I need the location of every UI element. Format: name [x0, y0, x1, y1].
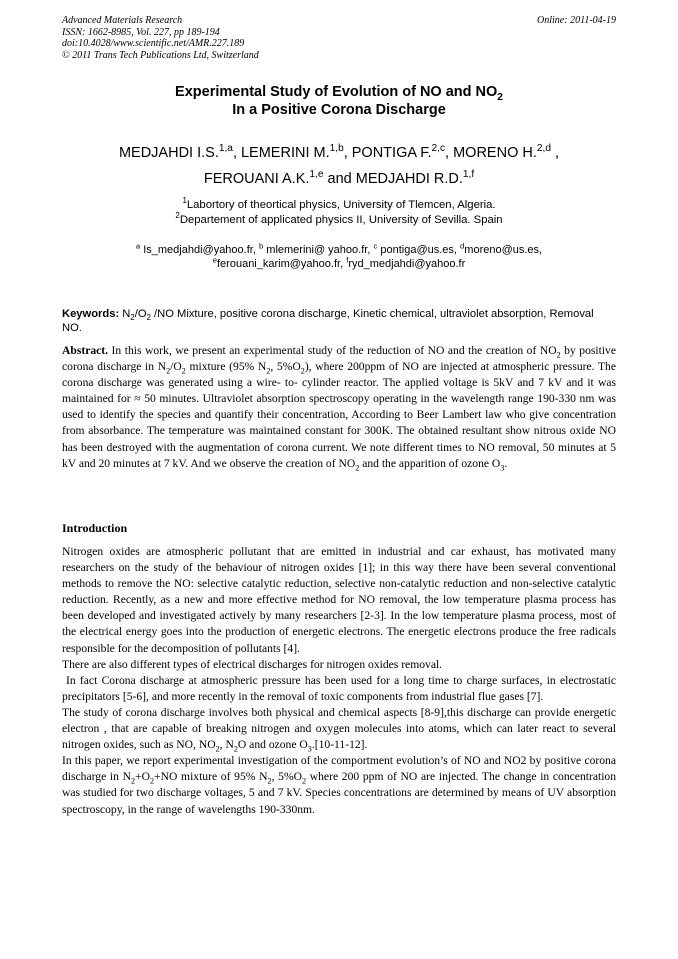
subscript: 2 — [215, 744, 220, 754]
title-text: Experimental Study of Evolution of NO and NO — [175, 84, 498, 100]
intro-text: .[10-11-12]. — [311, 738, 368, 752]
email-mark: a — [135, 241, 141, 251]
author-line-1 — [62, 140, 616, 166]
intro-paragraph-5 — [62, 753, 616, 817]
email-address[interactable]: mlemerini@ yahoo.fr, — [263, 244, 374, 256]
author-affil-mark: 2,d — [536, 143, 551, 155]
email-address[interactable]: pontiga@us.es, — [377, 244, 461, 256]
subscript: 2 — [267, 776, 272, 786]
keywords-text: /O — [134, 308, 147, 320]
online-date: Online: 2011-04-19 — [537, 15, 616, 26]
intro-paragraph-2: There are also different types of electrical discharges for nitrogen oxides removal. — [62, 657, 443, 671]
email-address[interactable]: ryd_medjahdi@yahoo.fr — [348, 258, 466, 270]
keywords-label: Keywords: — [62, 308, 120, 320]
subscript: 2 — [130, 313, 135, 323]
subscript: 2 — [302, 776, 307, 786]
intro-text: In this paper, we report experimental investigation of the comportment evolution’s of NO and NO2 by positive corona discharge in N — [62, 754, 616, 784]
subscript: 2 — [355, 462, 360, 472]
abstract-text: . — [504, 456, 508, 470]
abstract-text: , 5%O — [270, 360, 301, 374]
email-address[interactable]: ferouani_karim@yahoo.fr, — [217, 258, 347, 270]
abstract-label: Abstract. — [62, 344, 109, 357]
abstract-text: /O — [170, 360, 182, 374]
email-line-2 — [62, 257, 616, 271]
issn-line: ISSN: 1662-8985, Vol. 227, pp 189-194 — [62, 26, 220, 38]
author-name: MEDJAHDI I.S. — [118, 145, 219, 161]
keywords — [62, 307, 616, 335]
affiliations — [62, 198, 616, 228]
subscript: 2 — [166, 366, 171, 376]
email-mark: c — [373, 241, 378, 251]
author-name: and MEDJAHDI R.D. — [323, 171, 463, 187]
abstract-text: ), where 200ppm of NO are injected at atmospheric pressure. The corona discharge was generated using a wire- to- cylinder reactor. The applied voltage is 5kV and 7 kV and it was maintained for ≈ 50 minutes. Ultraviolet absorption spectroscopy operating in the wavelength range 190-330 nm was used to identify the species and quantify their concentration, According to Beer Lambert law who give concentration from absorbance. The temperature was maintained constant for 300K. The obtained resultant show nitrous oxide NO has been destroyed with the augmentation of corona current. We note different times to NO removal, 50 minutes at 5 kV and 20 minutes at 7 kV. And we observe the creation of NO — [62, 360, 616, 470]
email-mark: b — [258, 241, 264, 251]
author-affil-mark: 2,c — [431, 143, 446, 155]
subscript: 2 — [150, 776, 155, 786]
subscript: 2 — [300, 366, 305, 376]
author-name: , MORENO H. — [445, 145, 537, 161]
author-list — [62, 140, 616, 192]
intro-paragraph-3: In fact Corona discharge at atmospheric pressure has been used for a long time to charge surfaces, in electrostatic precipitators [5-6], and more recently in the removal of toxic components from industrial flue gases [7]. — [62, 673, 616, 703]
intro-text: +NO mixture of 95% N — [154, 770, 268, 784]
author-affil-mark: 1,f — [462, 169, 475, 181]
abstract — [62, 343, 616, 472]
doi-line: doi:10.4028/www.scientific.net/AMR.227.189 — [62, 38, 245, 50]
email-address[interactable]: moreno@us.es, — [464, 244, 543, 256]
affil-mark: 1 — [182, 196, 187, 206]
author-separator: , — [550, 145, 560, 161]
intro-text: The study of corona discharge involves both physical and chemical aspects [8-9],this discharge can provide energetic electron , that are capable of breaking nitrogen and oxygen molecules into atoms, which can later react to several nitrogen oxides, such as NO, NO — [62, 705, 616, 752]
keywords-text: N — [119, 308, 131, 320]
abstract-text: In this work, we present an experimental study of the reduction of NO and the creation of NO — [108, 344, 557, 357]
subscript: 3 — [500, 462, 505, 472]
title-line-2: In a Positive Corona Discharge — [232, 102, 446, 118]
intro-paragraph-4 — [62, 705, 616, 753]
subscript: 2 — [131, 776, 136, 786]
subscript: 3 — [307, 744, 312, 754]
affil-text: Departement of applicated physics II, University of Sevilla. Spain — [179, 214, 503, 226]
subscript: 2 — [146, 313, 151, 323]
email-mark: f — [346, 255, 349, 265]
journal-name: Advanced Materials Research — [62, 15, 183, 26]
author-affil-mark: 1,b — [329, 143, 344, 155]
email-address[interactable]: Is_medjahdi@yahoo.fr, — [140, 244, 259, 256]
subscript: 2 — [181, 366, 186, 376]
author-name: FEROUANI A.K. — [203, 171, 310, 187]
intro-text: , N — [219, 738, 234, 752]
author-affil-mark: 1,e — [309, 169, 324, 181]
copyright-line: © 2011 Trans Tech Publications Ltd, Switzerland — [62, 49, 259, 61]
email-mark: d — [460, 241, 465, 251]
email-mark: e — [212, 255, 217, 265]
subscript: 2 — [556, 350, 561, 360]
abstract-text: and the apparition of ozone O — [359, 456, 501, 470]
affil-mark: 2 — [175, 211, 180, 221]
abstract-text: by positive corona discharge in N — [62, 344, 616, 374]
section-heading-introduction: Introduction — [62, 521, 128, 535]
intro-text: O and ozone O — [237, 738, 308, 752]
subscript: 2 — [266, 366, 271, 376]
abstract-text: mixture (95% N — [185, 360, 267, 374]
intro-text: , 5%O — [271, 770, 302, 784]
intro-text: where 200 ppm of NO are injected. The change in concentration was studied for two discharge voltages, 5 and 7 kV. Species concentrations are determined by means of UV absorption spectroscopy, in the range of wavelengths 190-330nm. — [62, 770, 617, 816]
intro-text: +O — [135, 770, 150, 784]
title-line-1 — [62, 83, 616, 101]
journal-header — [62, 15, 616, 61]
author-affil-mark: 1,a — [218, 143, 233, 155]
paper-title — [62, 83, 616, 119]
author-line-2 — [62, 166, 616, 192]
keywords-text: /NO Mixture, positive corona discharge, Kinetic chemical, ultraviolet absorption, Removal NO. — [62, 308, 594, 334]
abstract-paragraph — [62, 343, 616, 472]
email-line-1 — [62, 243, 616, 257]
title-subscript: 2 — [497, 91, 503, 103]
affiliation-2 — [62, 213, 616, 228]
introduction-body — [62, 544, 616, 818]
intro-paragraph-1: Nitrogen oxides are atmospheric pollutant that are emitted in industrial and car exhaust, has motivated many researchers on the study of the behaviour of nitrogen oxides [1]; in this way there have been several conventional methods to remove the NO: selective catalytic reduction, selective non-catalytic reduction and non-selective catalytic reduction. Recently, as a new and more effective method for NO removal, the low temperature plasma process has been developed and investigated actively by many researchers [2-3]. In the low temperature plasma process, most of the electrical energy goes into the production of energetic electrons. The energetic electrons produce the free radicals responsible for the decomposition of pollutants [4]. — [62, 545, 616, 655]
author-name: , PONTIGA F. — [343, 145, 432, 161]
affil-text: Labortory of theortical physics, University of Tlemcen, Algeria. — [186, 199, 496, 211]
affiliation-1 — [62, 198, 616, 213]
subscript: 2 — [233, 744, 238, 754]
email-list — [62, 243, 616, 271]
author-name: , LEMERINI M. — [232, 145, 330, 161]
